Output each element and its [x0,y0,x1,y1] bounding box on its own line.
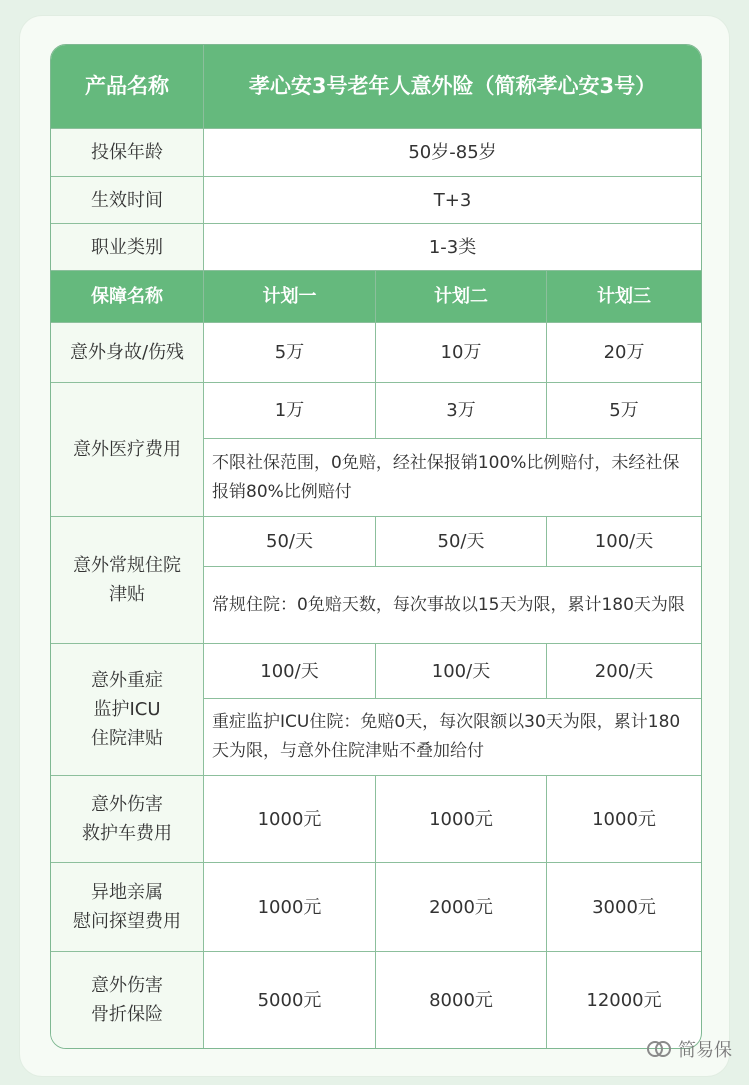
coverage-value: 100/天 [547,517,701,567]
coverage-label-line: 慰问探望费用 [73,911,181,932]
wechat-official-account-icon [646,1038,672,1060]
coverage-row [51,517,701,567]
product-name-label: 产品名称 [51,45,204,129]
info-label: 投保年龄 [51,129,204,177]
info-row [51,224,701,271]
coverage-label-line: 意外伤害 [91,794,163,815]
info-value: 50岁-85岁 [204,129,701,177]
info-row [51,177,701,224]
coverage-value: 20万 [547,323,701,383]
coverage-label-line: 监护ICU [93,699,161,720]
coverage-label [51,863,204,952]
coverage-value: 3万 [376,383,547,439]
info-label: 生效时间 [51,177,204,224]
info-value: T+3 [204,177,701,224]
coverage-value: 1万 [204,383,376,439]
coverage-row [51,644,701,699]
coverage-row [51,776,701,863]
coverage-label-line: 骨折保险 [91,1004,163,1025]
coverage-label-line: 意外常规住院 [73,555,181,576]
plan-header: 计划一 [204,271,376,323]
watermark-text: 简易保 [678,1040,732,1061]
coverage-note: 重症监护ICU住院：免赔0天，每次限额以30天为限，累计180天为限，与意外住院津贴不叠加给付 [204,699,701,776]
plan-header: 计划二 [376,271,547,323]
coverage-value: 1000元 [204,863,376,952]
coverage-row [51,383,701,439]
coverage-row [51,323,701,383]
coverage-value: 5万 [204,323,376,383]
coverage-row [51,952,701,1048]
coverage-name-header: 保障名称 [51,271,204,323]
coverage-value: 12000元 [586,989,662,1011]
info-label: 职业类别 [51,224,204,271]
coverage-value: 100/天 [376,644,547,699]
coverage-label: 意外医疗费用 [51,383,204,517]
coverage-label-line: 救护车费用 [82,823,172,844]
coverage-label-line: 意外重症 [91,670,163,691]
coverage-label-line: 意外伤害 [91,975,163,996]
coverage-value: 5000元 [204,952,376,1048]
coverage-label-line: 异地亲属 [91,882,163,903]
coverage-row [51,863,701,952]
coverage-value: 1000元 [547,776,701,863]
info-row [51,129,701,177]
coverage-value: 50/天 [204,517,376,567]
coverage-value: 8000元 [376,952,547,1048]
coverage-label-line: 津贴 [109,584,145,605]
coverage-value: 100/天 [204,644,376,699]
coverage-label [51,776,204,863]
coverage-value: 10万 [376,323,547,383]
coverage-label-line: 住院津贴 [91,728,163,749]
coverage-value: 5万 [547,383,701,439]
coverage-label [51,644,204,776]
insurance-table [50,44,702,1049]
coverage-label: 意外身故/伤残 [51,323,204,383]
coverage-note: 不限社保范围，0免赔，经社保报销100%比例赔付，未经社保报销80%比例赔付 [204,439,701,517]
watermark [646,1036,732,1062]
coverage-value: 50/天 [376,517,547,567]
coverage-value: 1000元 [376,776,547,863]
plan-header: 计划三 [547,271,701,323]
coverage-value: 1000元 [204,776,376,863]
product-header-row [51,45,701,129]
info-value: 1-3类 [204,224,701,271]
coverage-label [51,517,204,644]
plans-header-row [51,271,701,323]
coverage-value: 3000元 [547,863,701,952]
coverage-note: 常规住院：0免赔天数，每次事故以15天为限，累计180天为限 [204,567,701,644]
coverage-value: 200/天 [547,644,701,699]
product-name: 孝心安3号老年人意外险（简称孝心安3号） [204,45,701,129]
coverage-label [51,952,204,1048]
coverage-value: 2000元 [376,863,547,952]
